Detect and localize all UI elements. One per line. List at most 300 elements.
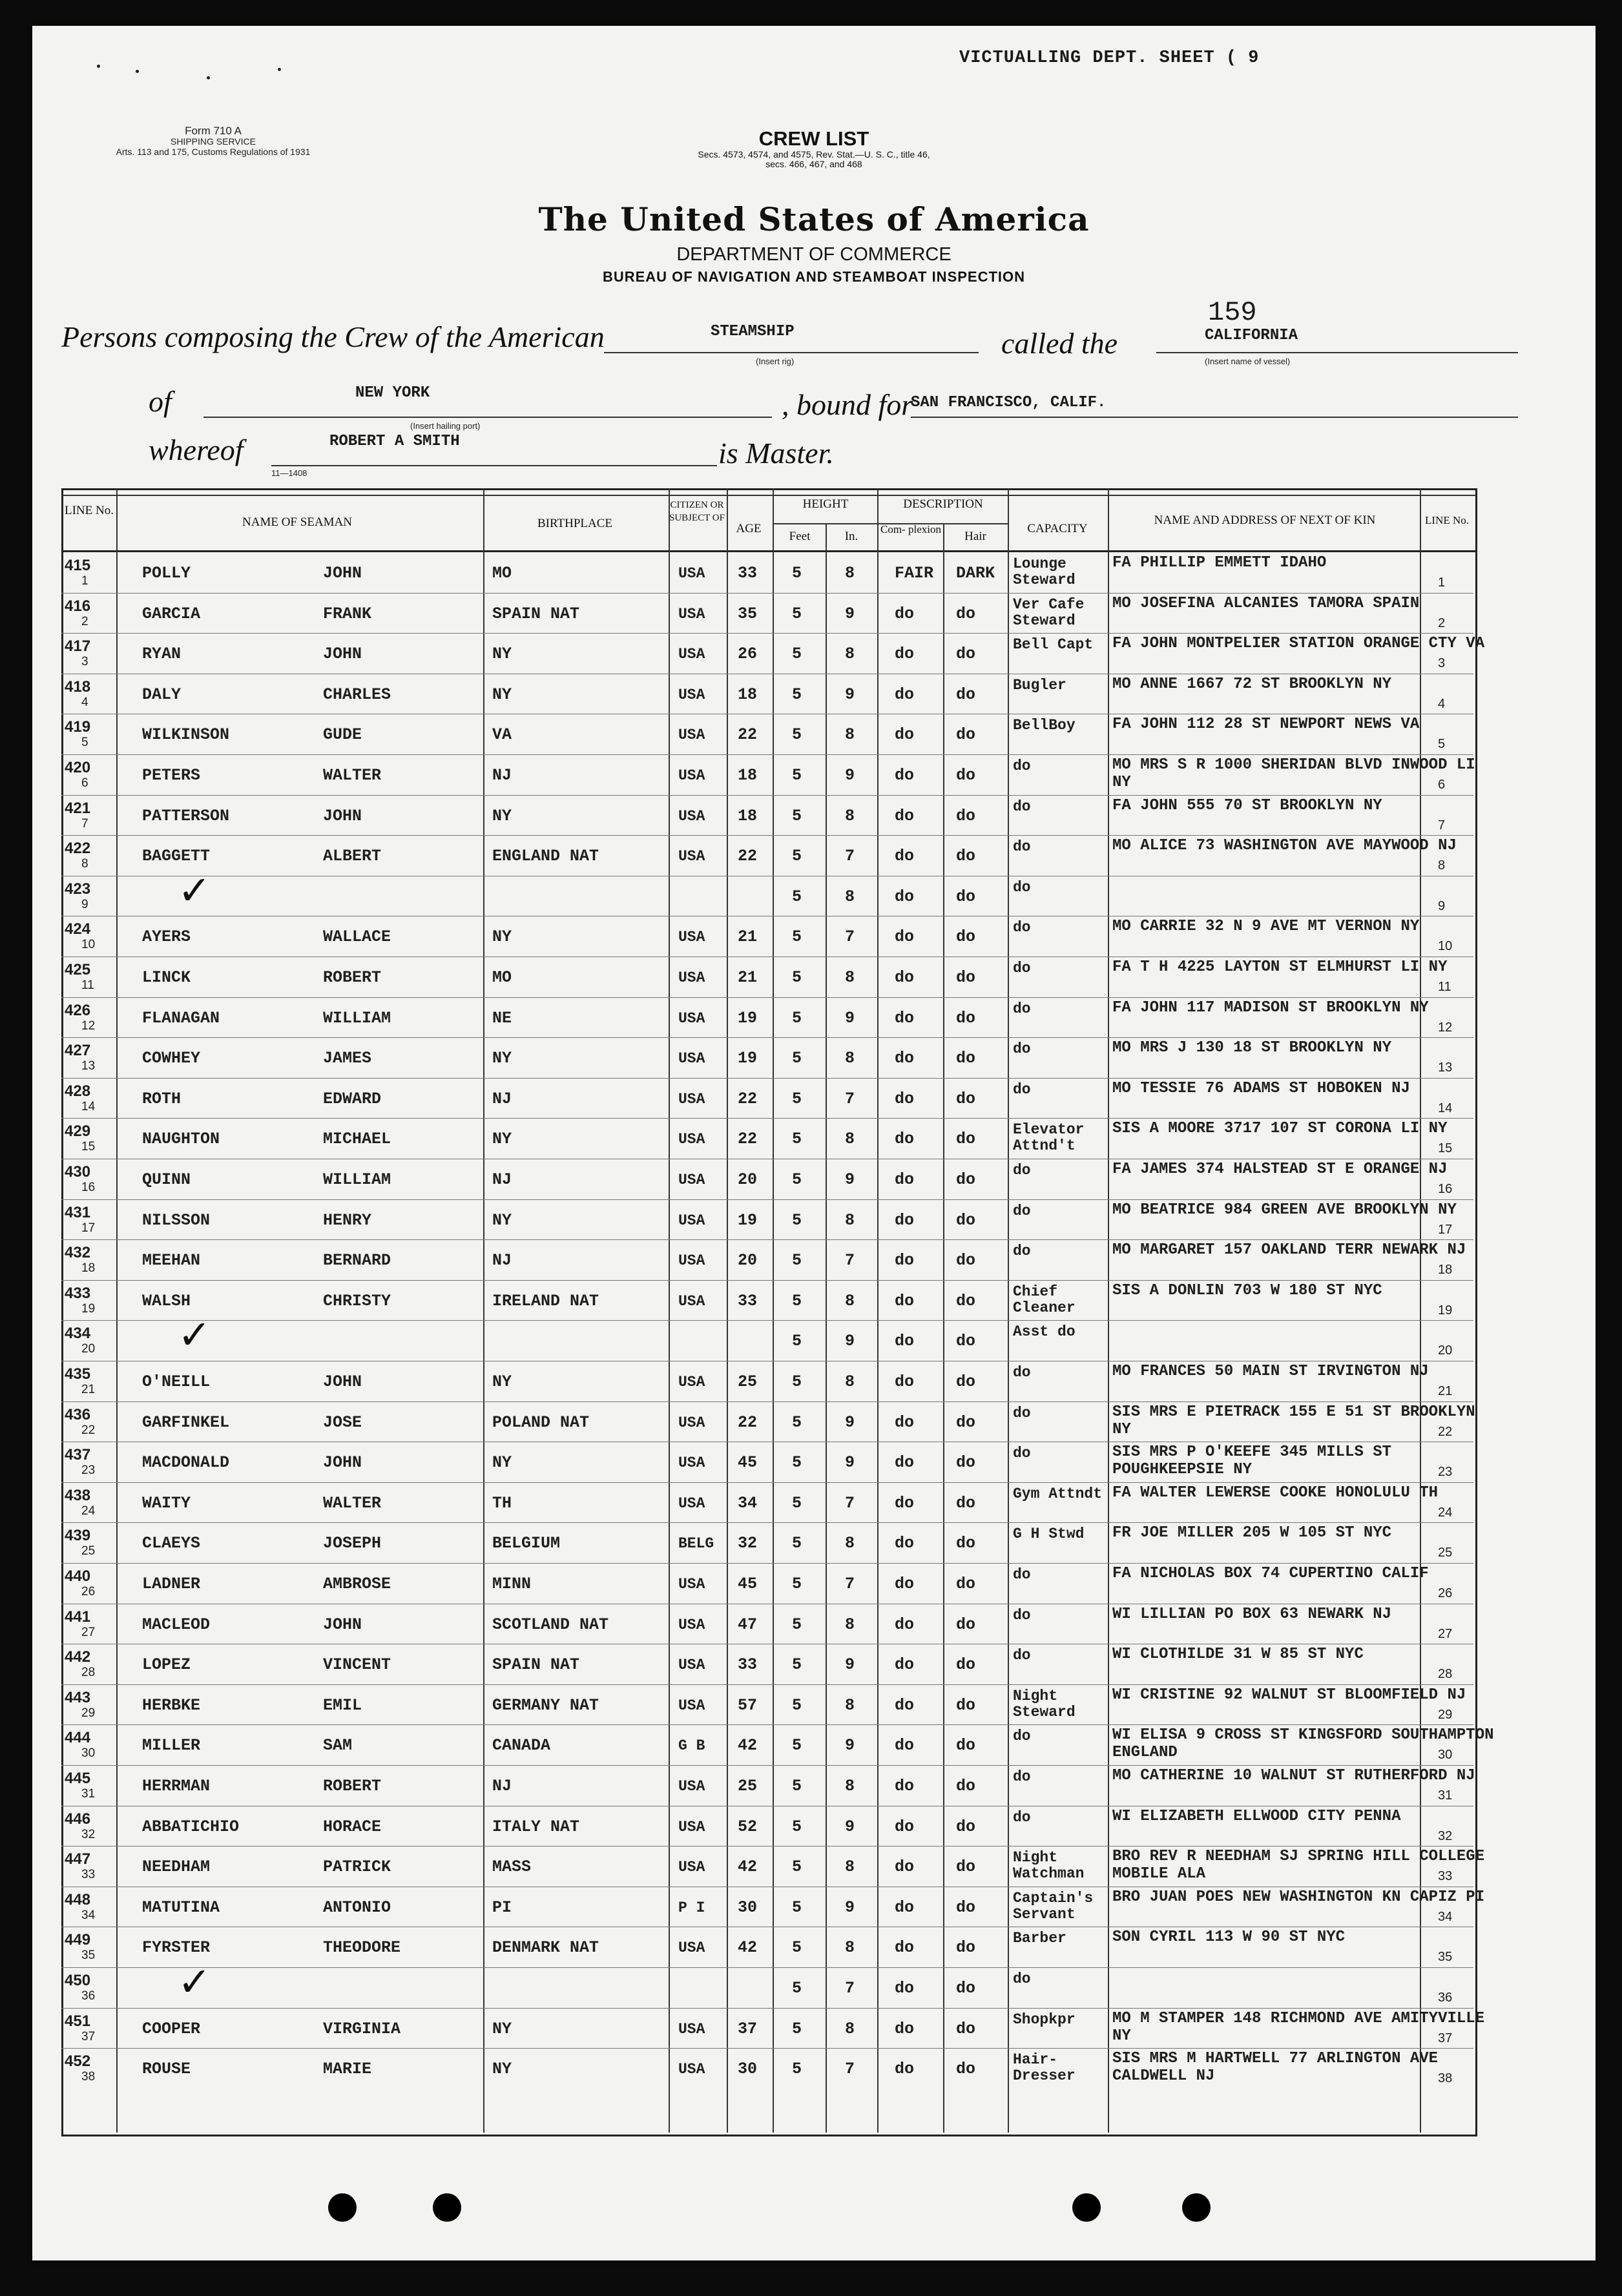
given-cell: WILLIAM bbox=[323, 1170, 391, 1189]
age-cell: 30 bbox=[738, 2060, 758, 2079]
surname-cell: COOPER bbox=[142, 2019, 201, 2038]
col-name: NAME OF SEAMAN bbox=[242, 515, 352, 529]
next-of-kin-cell: SIS A MOORE 3717 107 ST CORONA LI NY bbox=[1112, 1120, 1448, 1138]
serial-number: 427 bbox=[65, 1042, 91, 1060]
inches-cell: 8 bbox=[845, 645, 855, 664]
given-cell: WALTER bbox=[323, 1493, 382, 1513]
birthplace-cell: PI bbox=[492, 1898, 512, 1917]
serial-number: 442 bbox=[65, 1648, 91, 1666]
inches-cell: 9 bbox=[845, 1453, 855, 1473]
inches-cell: 9 bbox=[845, 604, 855, 623]
age-cell: 47 bbox=[738, 1615, 758, 1634]
complexion-cell: do bbox=[895, 1251, 915, 1270]
capacity-cell: Shopkpr bbox=[1013, 2011, 1076, 2028]
birthplace-cell: ITALY NAT bbox=[492, 1817, 580, 1836]
citizen-cell: USA bbox=[678, 1778, 705, 1795]
master-underline bbox=[271, 465, 717, 466]
complexion-cell: do bbox=[895, 604, 915, 623]
hair-cell: do bbox=[956, 1898, 976, 1917]
hair-cell: do bbox=[956, 604, 976, 623]
age-cell: 19 bbox=[738, 1210, 758, 1230]
feet-cell: 5 bbox=[792, 927, 802, 947]
citizen-cell: USA bbox=[678, 969, 705, 986]
serial-number: 424 bbox=[65, 920, 91, 938]
line-number: 16 bbox=[81, 1181, 96, 1194]
complexion-cell: do bbox=[895, 887, 915, 906]
complexion-cell: do bbox=[895, 1857, 915, 1877]
line-number: 31 bbox=[81, 1787, 96, 1801]
punch-hole bbox=[1072, 2193, 1101, 2222]
citizen-cell: USA bbox=[678, 1697, 705, 1714]
home-port-hint: (Insert hailing port) bbox=[410, 421, 481, 431]
inches-cell: 8 bbox=[845, 564, 855, 583]
check-mark-icon: ✓ bbox=[178, 1958, 211, 2005]
complexion-cell: do bbox=[895, 1412, 915, 1432]
serial-number: 418 bbox=[65, 677, 91, 696]
row-rule bbox=[61, 1724, 1473, 1725]
inches-cell: 8 bbox=[845, 1857, 855, 1877]
serial-number: 425 bbox=[65, 961, 91, 978]
given-cell: EMIL bbox=[323, 1695, 362, 1715]
hair-cell: do bbox=[956, 968, 976, 987]
surname-cell: CLAEYS bbox=[142, 1534, 201, 1553]
inches-cell: 8 bbox=[845, 1777, 855, 1795]
citizen-cell: USA bbox=[678, 848, 705, 865]
capacity-cell: do bbox=[1013, 1081, 1031, 1098]
right-line-number: 21 bbox=[1438, 1384, 1453, 1398]
next-of-kin-cell: SON CYRIL 113 W 90 ST NYC bbox=[1112, 1929, 1346, 1947]
right-line-number: 26 bbox=[1438, 1586, 1453, 1600]
next-of-kin-cell: BRO JUAN POES NEW WASHINGTON KN CAPIZ PI bbox=[1112, 1888, 1485, 1906]
rig-underline bbox=[604, 352, 979, 353]
given-cell: JOHN bbox=[323, 564, 362, 583]
line-number: 21 bbox=[81, 1383, 96, 1396]
capacity-cell: do bbox=[1013, 1970, 1031, 1987]
capacity-cell: Barber bbox=[1013, 1930, 1066, 1947]
feet-cell: 5 bbox=[792, 1251, 802, 1270]
birthplace-cell: MO bbox=[492, 968, 512, 987]
complexion-cell: do bbox=[895, 1049, 915, 1068]
right-line-number: 19 bbox=[1438, 1303, 1453, 1318]
inches-cell: 8 bbox=[845, 1049, 855, 1068]
master-value: ROBERT A SMITH bbox=[329, 433, 460, 450]
next-of-kin-cell: MO ALICE 73 WASHINGTON AVE MAYWOOD NJ bbox=[1112, 837, 1457, 855]
citizen-cell: USA bbox=[678, 646, 705, 663]
given-cell: EDWARD bbox=[323, 1089, 382, 1108]
capacity-cell: Bugler bbox=[1013, 676, 1066, 694]
age-cell: 22 bbox=[738, 1412, 758, 1432]
hair-cell: do bbox=[956, 1210, 976, 1230]
vessel-underline bbox=[1156, 352, 1518, 353]
line-number: 34 bbox=[81, 1908, 96, 1922]
right-line-number: 17 bbox=[1438, 1222, 1453, 1237]
feet-cell: 5 bbox=[792, 887, 802, 906]
line-number: 24 bbox=[81, 1504, 96, 1518]
right-line-number: 37 bbox=[1438, 2031, 1453, 2045]
inches-cell: 8 bbox=[845, 1291, 855, 1310]
citizen-cell: USA bbox=[678, 1939, 705, 1957]
rig-value: STEAMSHIP bbox=[711, 323, 795, 340]
given-cell: JOHN bbox=[323, 1372, 362, 1391]
punch-hole bbox=[433, 2193, 461, 2222]
line-number: 14 bbox=[81, 1099, 96, 1113]
complexion-cell: do bbox=[895, 1493, 915, 1513]
birthplace-cell: NJ bbox=[492, 1777, 512, 1795]
right-line-number: 23 bbox=[1438, 1465, 1453, 1480]
line-number: 3 bbox=[81, 655, 88, 669]
row-rule bbox=[61, 1967, 1473, 1968]
feet-cell: 5 bbox=[792, 1008, 802, 1028]
citizen-cell: USA bbox=[678, 1252, 705, 1270]
surname-cell: QUINN bbox=[142, 1170, 191, 1189]
complexion-cell: do bbox=[895, 1575, 915, 1593]
capacity-cell: G H Stwd bbox=[1013, 1525, 1085, 1543]
inches-cell: 9 bbox=[845, 1170, 855, 1189]
next-of-kin-cell: FA JOHN 112 28 ST NEWPORT NEWS VA bbox=[1112, 716, 1420, 734]
surname-cell: DALY bbox=[142, 685, 182, 704]
given-cell: SAM bbox=[323, 1736, 353, 1755]
statute-line-1: Secs. 4573, 4574, and 4575, Rev. Stat.—U. S. C., title 46, bbox=[698, 149, 930, 160]
row-rule bbox=[61, 997, 1473, 998]
capacity-cell: Lounge Steward bbox=[1013, 555, 1076, 588]
right-line-number: 3 bbox=[1438, 656, 1446, 671]
hair-cell: do bbox=[956, 2019, 976, 2038]
given-cell: BERNARD bbox=[323, 1251, 391, 1270]
serial-number: 451 bbox=[65, 2012, 91, 2030]
given-cell: AMBROSE bbox=[323, 1575, 391, 1593]
right-line-number: 4 bbox=[1438, 696, 1446, 711]
row-rule bbox=[61, 1563, 1473, 1564]
age-cell: 25 bbox=[738, 1372, 758, 1391]
line-number: 28 bbox=[81, 1666, 96, 1680]
age-cell: 20 bbox=[738, 1170, 758, 1189]
row-rule bbox=[61, 633, 1473, 634]
complexion-cell: do bbox=[895, 968, 915, 987]
birthplace-cell: NY bbox=[492, 1453, 512, 1473]
feet-cell: 5 bbox=[792, 968, 802, 987]
citizen-cell: BELG bbox=[678, 1535, 714, 1553]
citizen-cell: USA bbox=[678, 1454, 705, 1472]
feet-cell: 5 bbox=[792, 645, 802, 664]
feet-cell: 5 bbox=[792, 1736, 802, 1755]
serial-number: 430 bbox=[65, 1163, 91, 1181]
feet-cell: 5 bbox=[792, 2060, 802, 2079]
given-cell: MARIE bbox=[323, 2060, 372, 2079]
birthplace-cell: NY bbox=[492, 2060, 512, 2079]
inches-cell: 7 bbox=[845, 1575, 855, 1593]
inches-cell: 9 bbox=[845, 1332, 855, 1351]
inches-cell: 8 bbox=[845, 1372, 855, 1391]
inches-cell: 7 bbox=[845, 1251, 855, 1270]
next-of-kin-cell: MO CATHERINE 10 WALNUT ST RUTHERFORD NJ bbox=[1112, 1767, 1475, 1784]
master-hint: 11—1408 bbox=[271, 468, 307, 478]
right-line-number: 22 bbox=[1438, 1424, 1453, 1439]
vrule bbox=[826, 524, 827, 2133]
serial-number: 443 bbox=[65, 1688, 91, 1706]
ink-dot bbox=[97, 65, 100, 68]
capacity-cell: do bbox=[1013, 1202, 1031, 1219]
rig-hint: (Insert rig) bbox=[756, 357, 795, 366]
birthplace-cell: MINN bbox=[492, 1575, 532, 1593]
is-master-text: is Master. bbox=[718, 437, 834, 470]
row-rule bbox=[61, 593, 1473, 594]
inches-cell: 8 bbox=[845, 887, 855, 906]
given-cell: ANTONIO bbox=[323, 1898, 391, 1917]
serial-number: 423 bbox=[65, 880, 91, 898]
surname-cell: MACLEOD bbox=[142, 1615, 211, 1634]
capacity-cell: do bbox=[1013, 1364, 1031, 1381]
right-line-number: 28 bbox=[1438, 1667, 1453, 1682]
feet-cell: 5 bbox=[792, 1615, 802, 1634]
given-cell: JOSEPH bbox=[323, 1534, 382, 1553]
age-cell: 25 bbox=[738, 1777, 758, 1795]
age-cell: 34 bbox=[738, 1493, 758, 1513]
capacity-cell: do bbox=[1013, 1606, 1031, 1624]
next-of-kin-cell: FA JOHN 555 70 ST BROOKLYN NY bbox=[1112, 796, 1382, 814]
capacity-cell: do bbox=[1013, 1404, 1031, 1422]
serial-number: 439 bbox=[65, 1527, 91, 1545]
feet-cell: 5 bbox=[792, 1049, 802, 1068]
surname-cell: PATTERSON bbox=[142, 806, 230, 825]
surname-cell: GARCIA bbox=[142, 604, 201, 623]
vrule bbox=[943, 524, 944, 2133]
serial-number: 435 bbox=[65, 1365, 91, 1383]
serial-number: 434 bbox=[65, 1325, 91, 1343]
inches-cell: 9 bbox=[845, 1817, 855, 1836]
line-number: 22 bbox=[81, 1423, 96, 1437]
line-number: 33 bbox=[81, 1868, 96, 1882]
right-line-number: 15 bbox=[1438, 1141, 1453, 1156]
given-cell: VINCENT bbox=[323, 1655, 391, 1675]
given-cell: JOHN bbox=[323, 806, 362, 825]
surname-cell: ROTH bbox=[142, 1089, 182, 1108]
citizen-cell: USA bbox=[678, 1374, 705, 1391]
given-cell: GUDE bbox=[323, 725, 362, 745]
citizen-cell: USA bbox=[678, 1292, 705, 1310]
line-number: 13 bbox=[81, 1059, 96, 1073]
right-line-number: 33 bbox=[1438, 1869, 1453, 1884]
right-line-number: 16 bbox=[1438, 1182, 1453, 1196]
given-cell: JOHN bbox=[323, 645, 362, 664]
next-of-kin-cell: FA NICHOLAS BOX 74 CUPERTINO CALIF bbox=[1112, 1565, 1429, 1582]
next-of-kin-cell: WI ELIZABETH ELLWOOD CITY PENNA bbox=[1112, 1807, 1401, 1825]
serial-number: 419 bbox=[65, 718, 91, 736]
col-birthplace: BIRTHPLACE bbox=[537, 517, 613, 530]
hair-cell: do bbox=[956, 806, 976, 825]
feet-cell: 5 bbox=[792, 2019, 802, 2038]
inches-cell: 8 bbox=[845, 2019, 855, 2038]
birthplace-cell: NY bbox=[492, 1130, 512, 1149]
capacity-cell: do bbox=[1013, 1566, 1031, 1583]
given-cell: ALBERT bbox=[323, 847, 382, 866]
line-number: 15 bbox=[81, 1140, 96, 1154]
inches-cell: 9 bbox=[845, 1008, 855, 1028]
inches-cell: 8 bbox=[845, 1534, 855, 1553]
given-cell: ROBERT bbox=[323, 968, 382, 987]
complexion-cell: FAIR bbox=[895, 564, 934, 583]
department-heading: DEPARTMENT OF COMMERCE bbox=[676, 244, 951, 265]
capacity-cell: do bbox=[1013, 798, 1031, 815]
complexion-cell: do bbox=[895, 1615, 915, 1634]
surname-cell: LOPEZ bbox=[142, 1655, 191, 1675]
given-cell: WALLACE bbox=[323, 927, 391, 947]
line-number: 20 bbox=[81, 1342, 96, 1356]
next-of-kin-cell: SIS MRS E PIETRACK 155 E 51 ST BROOKLYN NY bbox=[1112, 1403, 1475, 1438]
home-port-value: NEW YORK bbox=[355, 384, 430, 402]
next-of-kin-cell: MO MARGARET 157 OAKLAND TERR NEWARK NJ bbox=[1112, 1241, 1466, 1259]
hair-cell: do bbox=[956, 1291, 976, 1310]
birthplace-cell: NY bbox=[492, 1049, 512, 1068]
col-complexion: Com- plexion bbox=[880, 523, 941, 535]
feet-cell: 5 bbox=[792, 1534, 802, 1553]
inches-cell: 9 bbox=[845, 1412, 855, 1432]
feet-cell: 5 bbox=[792, 604, 802, 623]
col-age: AGE bbox=[736, 522, 762, 535]
feet-cell: 5 bbox=[792, 1412, 802, 1432]
age-cell: 33 bbox=[738, 564, 758, 583]
next-of-kin-cell: WI CLOTHILDE 31 W 85 ST NYC bbox=[1112, 1646, 1364, 1664]
inches-cell: 8 bbox=[845, 1210, 855, 1230]
right-line-number: 7 bbox=[1438, 818, 1446, 833]
next-of-kin-cell: FA PHILLIP EMMETT IDAHO bbox=[1112, 554, 1327, 572]
hair-cell: do bbox=[956, 1251, 976, 1270]
hair-cell: do bbox=[956, 1655, 976, 1675]
birthplace-cell: SPAIN NAT bbox=[492, 604, 580, 623]
feet-cell: 5 bbox=[792, 1695, 802, 1715]
hair-cell: do bbox=[956, 1736, 976, 1755]
serial-number: 416 bbox=[65, 597, 91, 615]
birthplace-cell: TH bbox=[492, 1493, 512, 1513]
citizen-cell: USA bbox=[678, 605, 705, 623]
given-cell: JOSE bbox=[323, 1412, 362, 1432]
capacity-cell: do bbox=[1013, 919, 1031, 936]
crew-list-document bbox=[32, 26, 1596, 2260]
birthplace-cell: BELGIUM bbox=[492, 1534, 561, 1553]
serial-number: 437 bbox=[65, 1446, 91, 1464]
surname-cell: POLLY bbox=[142, 564, 191, 583]
ink-dot bbox=[278, 68, 281, 71]
complexion-cell: do bbox=[895, 645, 915, 664]
complexion-cell: do bbox=[895, 1938, 915, 1958]
inches-cell: 9 bbox=[845, 1655, 855, 1675]
serial-number: 420 bbox=[65, 759, 91, 776]
row-rule bbox=[61, 1118, 1473, 1119]
next-of-kin-cell: SIS MRS P O'KEEFE 345 MILLS ST POUGHKEEPSIE NY bbox=[1112, 1443, 1392, 1479]
col-line-no: LINE No. bbox=[65, 504, 114, 517]
check-mark-icon: ✓ bbox=[178, 866, 211, 914]
hair-cell: do bbox=[956, 1412, 976, 1432]
complexion-cell: do bbox=[895, 1453, 915, 1473]
age-cell: 18 bbox=[738, 766, 758, 785]
feet-cell: 5 bbox=[792, 1655, 802, 1675]
feet-cell: 5 bbox=[792, 685, 802, 704]
birthplace-cell: NJ bbox=[492, 1089, 512, 1108]
row-rule bbox=[61, 1199, 1473, 1200]
feet-cell: 5 bbox=[792, 1898, 802, 1917]
capacity-cell: Night Steward bbox=[1013, 1687, 1076, 1721]
surname-cell: MATUTINA bbox=[142, 1898, 220, 1917]
feet-cell: 5 bbox=[792, 766, 802, 785]
capacity-cell: Gym Attndt bbox=[1013, 1485, 1103, 1502]
feet-cell: 5 bbox=[792, 1453, 802, 1473]
surname-cell: PETERS bbox=[142, 766, 201, 785]
line-number: 9 bbox=[81, 897, 88, 911]
serial-number: 440 bbox=[65, 1567, 91, 1585]
next-of-kin-cell: MO FRANCES 50 MAIN ST IRVINGTON NJ bbox=[1112, 1363, 1429, 1380]
surname-cell: WALSH bbox=[142, 1291, 191, 1310]
next-of-kin-cell: WI LILLIAN PO BOX 63 NEWARK NJ bbox=[1112, 1605, 1392, 1623]
feet-cell: 5 bbox=[792, 1857, 802, 1877]
line-number: 38 bbox=[81, 2070, 96, 2084]
hair-cell: do bbox=[956, 1170, 976, 1189]
hair-cell: do bbox=[956, 645, 976, 664]
birthplace-cell: DENMARK NAT bbox=[492, 1938, 599, 1958]
surname-cell: LADNER bbox=[142, 1575, 201, 1593]
complexion-cell: do bbox=[895, 1291, 915, 1310]
complexion-cell: do bbox=[895, 725, 915, 745]
inches-cell: 9 bbox=[845, 685, 855, 704]
line-number: 4 bbox=[81, 695, 88, 709]
birthplace-cell: MO bbox=[492, 564, 512, 583]
line-number: 37 bbox=[81, 2029, 96, 2043]
col-citizen: CITIZEN OR SUBJECT OF bbox=[669, 500, 725, 523]
row-rule bbox=[61, 1765, 1473, 1766]
age-cell: 22 bbox=[738, 1130, 758, 1149]
serial-number: 426 bbox=[65, 1001, 91, 1019]
row-rule bbox=[61, 835, 1473, 836]
age-cell: 42 bbox=[738, 1857, 758, 1877]
serial-number: 429 bbox=[65, 1122, 91, 1141]
age-cell: 33 bbox=[738, 1291, 758, 1310]
citizen-cell: USA bbox=[678, 565, 705, 582]
sheet-number: 159 bbox=[1208, 297, 1257, 328]
line-number: 25 bbox=[81, 1544, 96, 1558]
line-number: 5 bbox=[81, 736, 88, 750]
inches-cell: 9 bbox=[845, 1736, 855, 1755]
next-of-kin-cell: BRO REV R NEEDHAM SJ SPRING HILL COLLEGE MOBILE ALA bbox=[1112, 1848, 1485, 1883]
inches-cell: 7 bbox=[845, 1089, 855, 1108]
line-number: 2 bbox=[81, 614, 88, 628]
birthplace-cell: NY bbox=[492, 1210, 512, 1230]
col-hair: Hair bbox=[964, 530, 986, 543]
citizen-cell: USA bbox=[678, 1172, 705, 1188]
line-number: 30 bbox=[81, 1746, 96, 1761]
col-next-of-kin: NAME AND ADDRESS OF NEXT OF KIN bbox=[1154, 513, 1376, 527]
inches-cell: 9 bbox=[845, 1898, 855, 1917]
birthplace-cell: NJ bbox=[492, 1170, 512, 1189]
citizen-cell: USA bbox=[678, 767, 705, 784]
hair-cell: do bbox=[956, 1777, 976, 1795]
capacity-cell: do bbox=[1013, 1243, 1031, 1260]
feet-cell: 5 bbox=[792, 1089, 802, 1108]
citizen-cell: USA bbox=[678, 1859, 705, 1876]
row-rule bbox=[61, 2008, 1473, 2009]
complexion-cell: do bbox=[895, 1332, 915, 1351]
shipping-service: SHIPPING SERVICE bbox=[170, 136, 256, 147]
line-number: 32 bbox=[81, 1827, 96, 1841]
citizen-cell: USA bbox=[678, 686, 705, 703]
next-of-kin-cell: MO M STAMPER 148 RICHMOND AVE AMITYVILLE NY bbox=[1112, 2009, 1485, 2045]
citizen-cell: USA bbox=[678, 2061, 705, 2078]
next-of-kin-cell: MO MRS J 130 18 ST BROOKLYN NY bbox=[1112, 1039, 1392, 1057]
next-of-kin-cell: MO JOSEFINA ALCANIES TAMORA SPAIN bbox=[1112, 594, 1420, 612]
surname-cell: O'NEILL bbox=[142, 1372, 211, 1391]
surname-cell: NEEDHAM bbox=[142, 1857, 211, 1877]
birthplace-cell: NY bbox=[492, 2019, 512, 2038]
next-of-kin-cell: SIS MRS M HARTWELL 77 ARLINGTON AVE CALDWELL NJ bbox=[1112, 2050, 1439, 2085]
age-cell: 19 bbox=[738, 1049, 758, 1068]
age-cell: 22 bbox=[738, 725, 758, 745]
